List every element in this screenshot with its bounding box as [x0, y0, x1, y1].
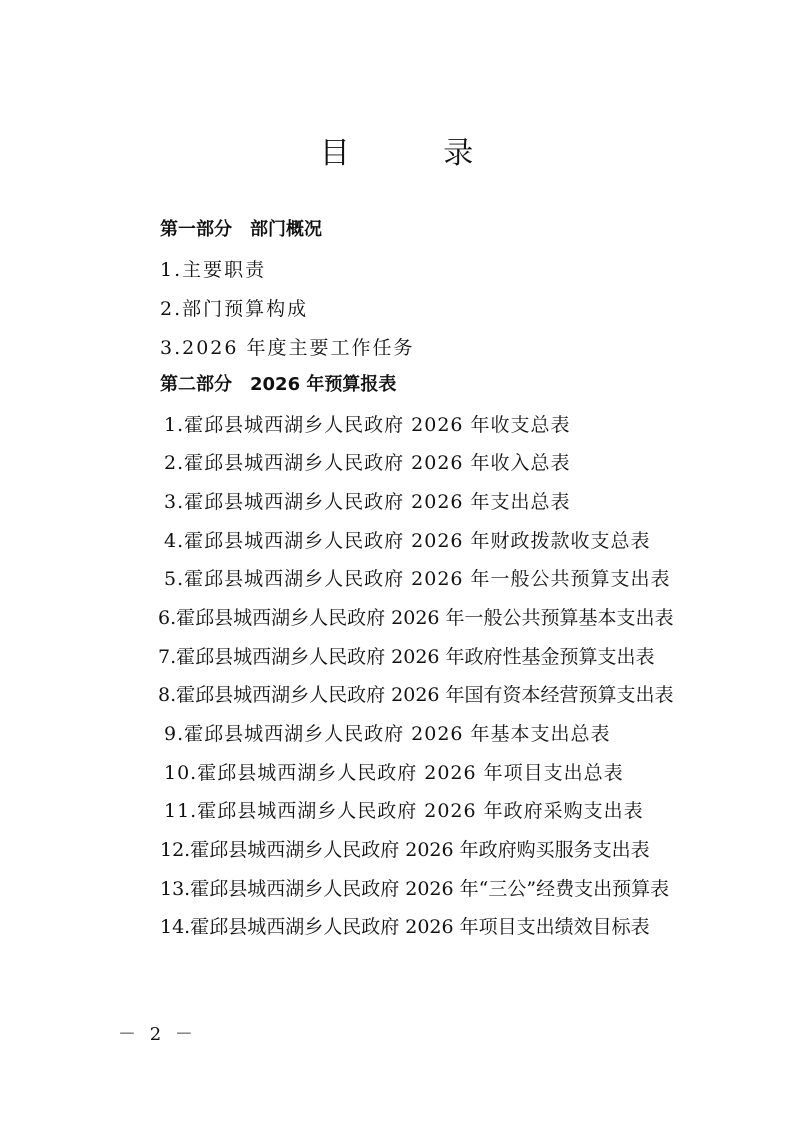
toc-item: 9.霍邱县城西湖乡人民政府 2026 年基本支出总表 — [164, 723, 611, 745]
page-title: 目 录 — [319, 136, 516, 171]
toc-item: 3.霍邱县城西湖乡人民政府 2026 年支出总表 — [164, 491, 571, 513]
toc-item: 11.霍邱县城西湖乡人民政府 2026 年政府采购支出表 — [164, 800, 644, 822]
toc-item: 1.霍邱县城西湖乡人民政府 2026 年收支总表 — [164, 414, 571, 436]
toc-item: 6.霍邱县城西湖乡人民政府 2026 年一般公共预算基本支出表 — [158, 607, 674, 629]
part2-heading: 第二部分 2026 年预算报表 — [160, 374, 397, 395]
toc-item: 7.霍邱县城西湖乡人民政府 2026 年政府性基金预算支出表 — [158, 646, 655, 668]
toc-item: 1.主要职责 — [160, 259, 267, 281]
toc-item: 2.部门预算构成 — [160, 298, 309, 320]
toc-item: 2.霍邱县城西湖乡人民政府 2026 年收入总表 — [164, 452, 571, 474]
toc-item: 4.霍邱县城西湖乡人民政府 2026 年财政拨款收支总表 — [164, 530, 651, 552]
toc-item: 8.霍邱县城西湖乡人民政府 2026 年国有资本经营预算支出表 — [158, 684, 674, 706]
toc-item: 3.2026 年度主要工作任务 — [160, 337, 415, 359]
toc-item: 5.霍邱县城西湖乡人民政府 2026 年一般公共预算支出表 — [164, 568, 671, 590]
toc-item: 13.霍邱县城西湖乡人民政府 2026 年“三公”经费支出预算表 — [160, 878, 670, 900]
page-number: － 2 － — [118, 1024, 197, 1045]
part1-heading: 第一部分 部门概况 — [160, 219, 322, 240]
toc-item: 12.霍邱县城西湖乡人民政府 2026 年政府购买服务支出表 — [160, 839, 650, 861]
toc-item: 10.霍邱县城西湖乡人民政府 2026 年项目支出总表 — [164, 762, 624, 784]
toc-item: 14.霍邱县城西湖乡人民政府 2026 年项目支出绩效目标表 — [160, 916, 650, 938]
